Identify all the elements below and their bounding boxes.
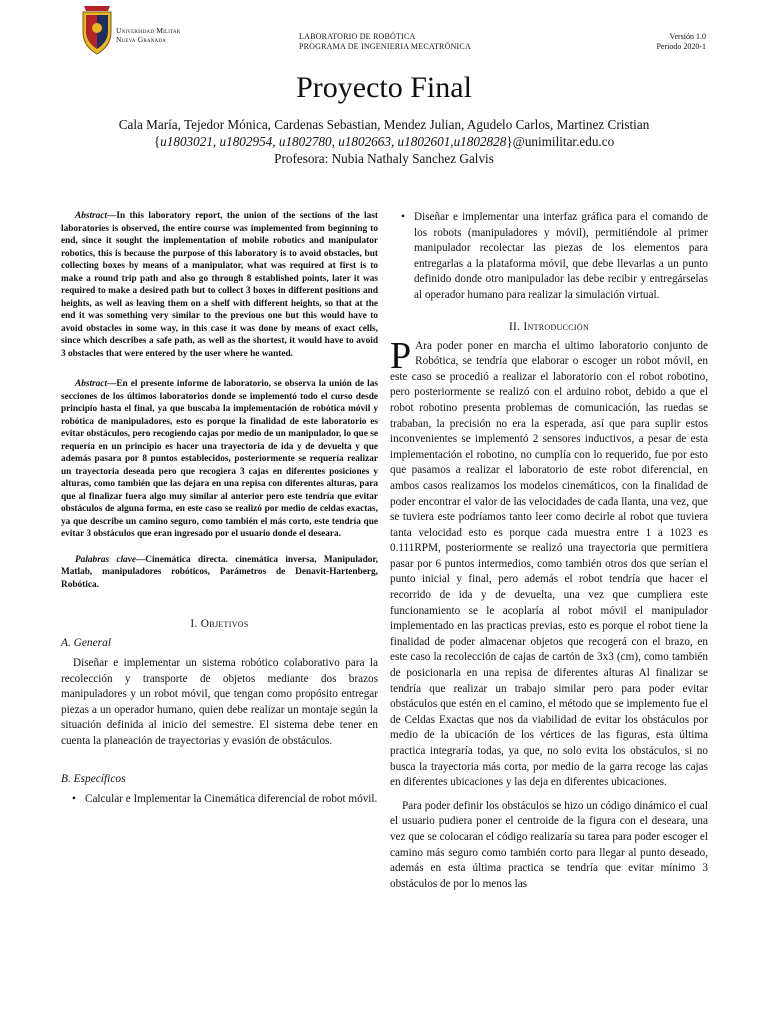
drop-cap: P bbox=[390, 334, 412, 377]
author-emails: {u1803021, u1802954, u1802780, u1802663, u1802601,u1802828}@unimilitar.edu.co bbox=[153, 134, 615, 149]
keywords-text: —Cinemática directa. cinemática inversa, Manipulador, Matlab, manipuladores robóticos, Parámetros de Denavit-Hartenberg, Robótica. bbox=[61, 554, 378, 590]
university-name bbox=[116, 26, 180, 44]
university-line-2: Nueva Granada bbox=[116, 35, 166, 44]
paper-title: Proyecto Final bbox=[296, 71, 472, 104]
abstract-english bbox=[61, 210, 378, 360]
intro-paragraph-1 bbox=[390, 334, 708, 791]
list-item-text: Calcular e Implementar la Cinemática diferencial de robot móvil. bbox=[85, 792, 378, 805]
version-label: Versión 1.0 bbox=[669, 32, 706, 41]
abstract-english-text: —In this laboratory report, the union of the sections of the last laboratories is observed, the entire course was implemented from beginning to end, since it sought the implementation of mobile robotics and manipulator robotics, this is because the purpose of this laboratory is to avoid obstacles, but collecting boxes by means of a manipulator, what was required at first is to make a round trip path and also go through 8 established points, later it was required to make a desired path but to collect 3 boxes in different positions and heights, as well as leaving them on a shelf with different heights, so that at the end it was something very similar to the previous one but this would have to avoid obstacles in some way, in this case it was done by means of exact cells, since which describes a safe path, as well as the shortest, it would have to avoid 3 obstacles that were entered by the user where he wanted. bbox=[61, 211, 378, 359]
list-item-text: Diseñar e implementar una interfaz gráfica para el comando de los robots (manipuladores y móvil), permitiéndole al primer manipulador recolectar las piezas de los elementos para entregarlas a la plataforma móvil, que debe llevarlas a un punto definido donde otro manipulador las debe recibir y entregárselas al operador humano para realizar la simulación virtual. bbox=[414, 211, 708, 301]
specific-objectives-list-continued bbox=[390, 210, 708, 304]
right-column bbox=[390, 210, 708, 892]
university-line-1: Universidad Militar bbox=[116, 26, 181, 35]
list-item bbox=[390, 210, 708, 304]
subsection-general: A. General bbox=[61, 637, 111, 649]
abstract-label: Abstract bbox=[75, 211, 108, 221]
left-column bbox=[61, 210, 378, 807]
intro-paragraph-1-text: Ara poder poner en marcha el ultimo laboratorio conjunto de Robótica, se tendría que elaborar o escoger un robot móvil, en este caso se procedió a realizar el laboratorio con el robot robotino, pero posteriormente se realizó con el arduino robot, debido a que el robot robotino presenta problemas de comunicación, las ruedas se trababan, la precisión no era la esperada, así que para suplir estos inconvenientes se implementó 2 sensores inductivos, a pesar de esta implementación el robotino, no cumplía con lo requerido, fue por esto que pasamos a realizar el laboratorio de este robot diferencial, en ambos casos realizamos los modelos cinemáticos, con la finalidad de poder encontrar el valor de las velocidades de cada llanta, una vez, que se tuviera este podríamos tanto leer como decirle al robot que tuviera tanta velocidad esto es porque cada muestra entre 1 a 1023 es 0.111RPM, posteriormente se realizó una trayectoria que permitiera pasar por 6 puntos intermedios, como también otros dos que serían el punto inicial y final, pero además el robot tendría que hacer el recorrido de ida y de devuelta, una vez que cumpliera este funcionamiento se le acoplaría al robot móvil el manipulador implementado en las practicas previas, esto es porque el robot tiene la finalidad de poder almacenar objetos que recogerá con el brazo, en este caso la recolección de cajas de cartón de 3x3 (cm), como también de posicionarla en una repisa de diferentes alturas Al finalizar se tendría que realizar un trabajo similar pero para poder evitar obstáculos que estén en el camino, el método que se implemento fue el de Celdas Exactas que nos da viabilidad de evitar los obstáculos por medio de la ubicación de los vértices de las figuras, esta última practica integraría todas, ya que, no solo evita los obstáculos, si no busca la trayectoria más corta, por medio de la garra recoge las cajas en diferentes ubicaciones y las deja en diferentes ubicaciones. bbox=[390, 339, 708, 789]
bullet-icon: • bbox=[401, 211, 405, 223]
section-heading-objetivos: I. Objetivos bbox=[190, 618, 249, 630]
abstract-spanish bbox=[61, 378, 378, 541]
email-domain: @unimilitar.edu.co bbox=[512, 134, 615, 149]
keywords-label: Palabras clave bbox=[75, 554, 136, 565]
keywords bbox=[61, 554, 378, 592]
subsection-especificos: B. Específicos bbox=[61, 772, 126, 785]
lab-program bbox=[299, 32, 471, 52]
lab-line-1: LABORATORIO DE ROBÓTICA bbox=[299, 32, 416, 41]
specific-objectives-list bbox=[61, 792, 378, 808]
author-names: Cala María, Tejedor Mónica, Cardenas Sebastian, Mendez Julian, Agudelo Carlos, Martinez Cristian bbox=[118, 117, 650, 132]
abstract-label: Abstract bbox=[75, 379, 108, 389]
author-ids: u1803021, u1802954, u1802780, u1802663, u1802601,u1802828 bbox=[160, 134, 507, 149]
general-objective-text: Diseñar e implementar un sistema robótico colaborativo para la recolección y transporte de objetos mediante dos brazos manipuladores y un robot móvil, que tengan como propósito entregar piezas a un operador humano, quien debe realizar un montaje según la situación definida al inicio del semestre. El sistema debe tener en cuenta la planeación de trayectorias y evasión de obstáculos. bbox=[61, 657, 378, 747]
professor: Profesora: Nubia Nathaly Sanchez Galvis bbox=[274, 151, 494, 166]
version-block bbox=[656, 32, 706, 52]
bullet-icon: • bbox=[72, 792, 76, 805]
lab-line-2: PROGRAMA DE INGENIERIA MECATRÓNICA bbox=[299, 42, 471, 51]
list-item bbox=[61, 792, 378, 808]
abstract-spanish-text: —En el presente informe de laboratorio, se observa la unión de las secciones de los últimos laboratorios donde se implementó todo el curso desde principio hasta el final, ya que buscaba la implementación de robótica móvil y robótica de manipuladores, esto es porque la finalidad de este laboratorio es evitar obstáculos, pero recogiendo cajas por medio de un manipulador, lo que se requería en un principio es hacer una trayectoria de ida y de devuelta y que además pasara por 8 puntos establecidos, posteriormente se requería realizar un trayectoria deseada pero que recogiera 3 cajas en diferentes posiciones y alturas, como también que las dejara en una repisa con diferentes alturas, para que al finalizar fuera algo muy similar al anterior pero este tendría que evitar obstáculos de alguna forma, en este caso se realizó por medio de celdas exactas, ya que describe un camino seguro, como también el más corto, este tendría que evitar 3 obstáculos que eran ingresado por el usuario donde el deseara. bbox=[61, 379, 378, 539]
section-heading-introduccion: II. Introducción bbox=[508, 320, 590, 333]
author-block bbox=[0, 116, 768, 167]
period-label: Periodo 2020-1 bbox=[656, 42, 706, 51]
university-crest-logo bbox=[80, 2, 114, 58]
intro-paragraph-2: Para poder definir los obstáculos se hizo un código dinámico el cual el usuario pudiera poner el centroide de la figura con el deseara, una vez que se colocaran el código realizaría su tarea para poder escoger el camino más seguro como también corto para llegar al punto deseado, además en esta última practica se tendría que evitar mínimo 3 obstáculos de por lo menos las bbox=[390, 799, 708, 890]
